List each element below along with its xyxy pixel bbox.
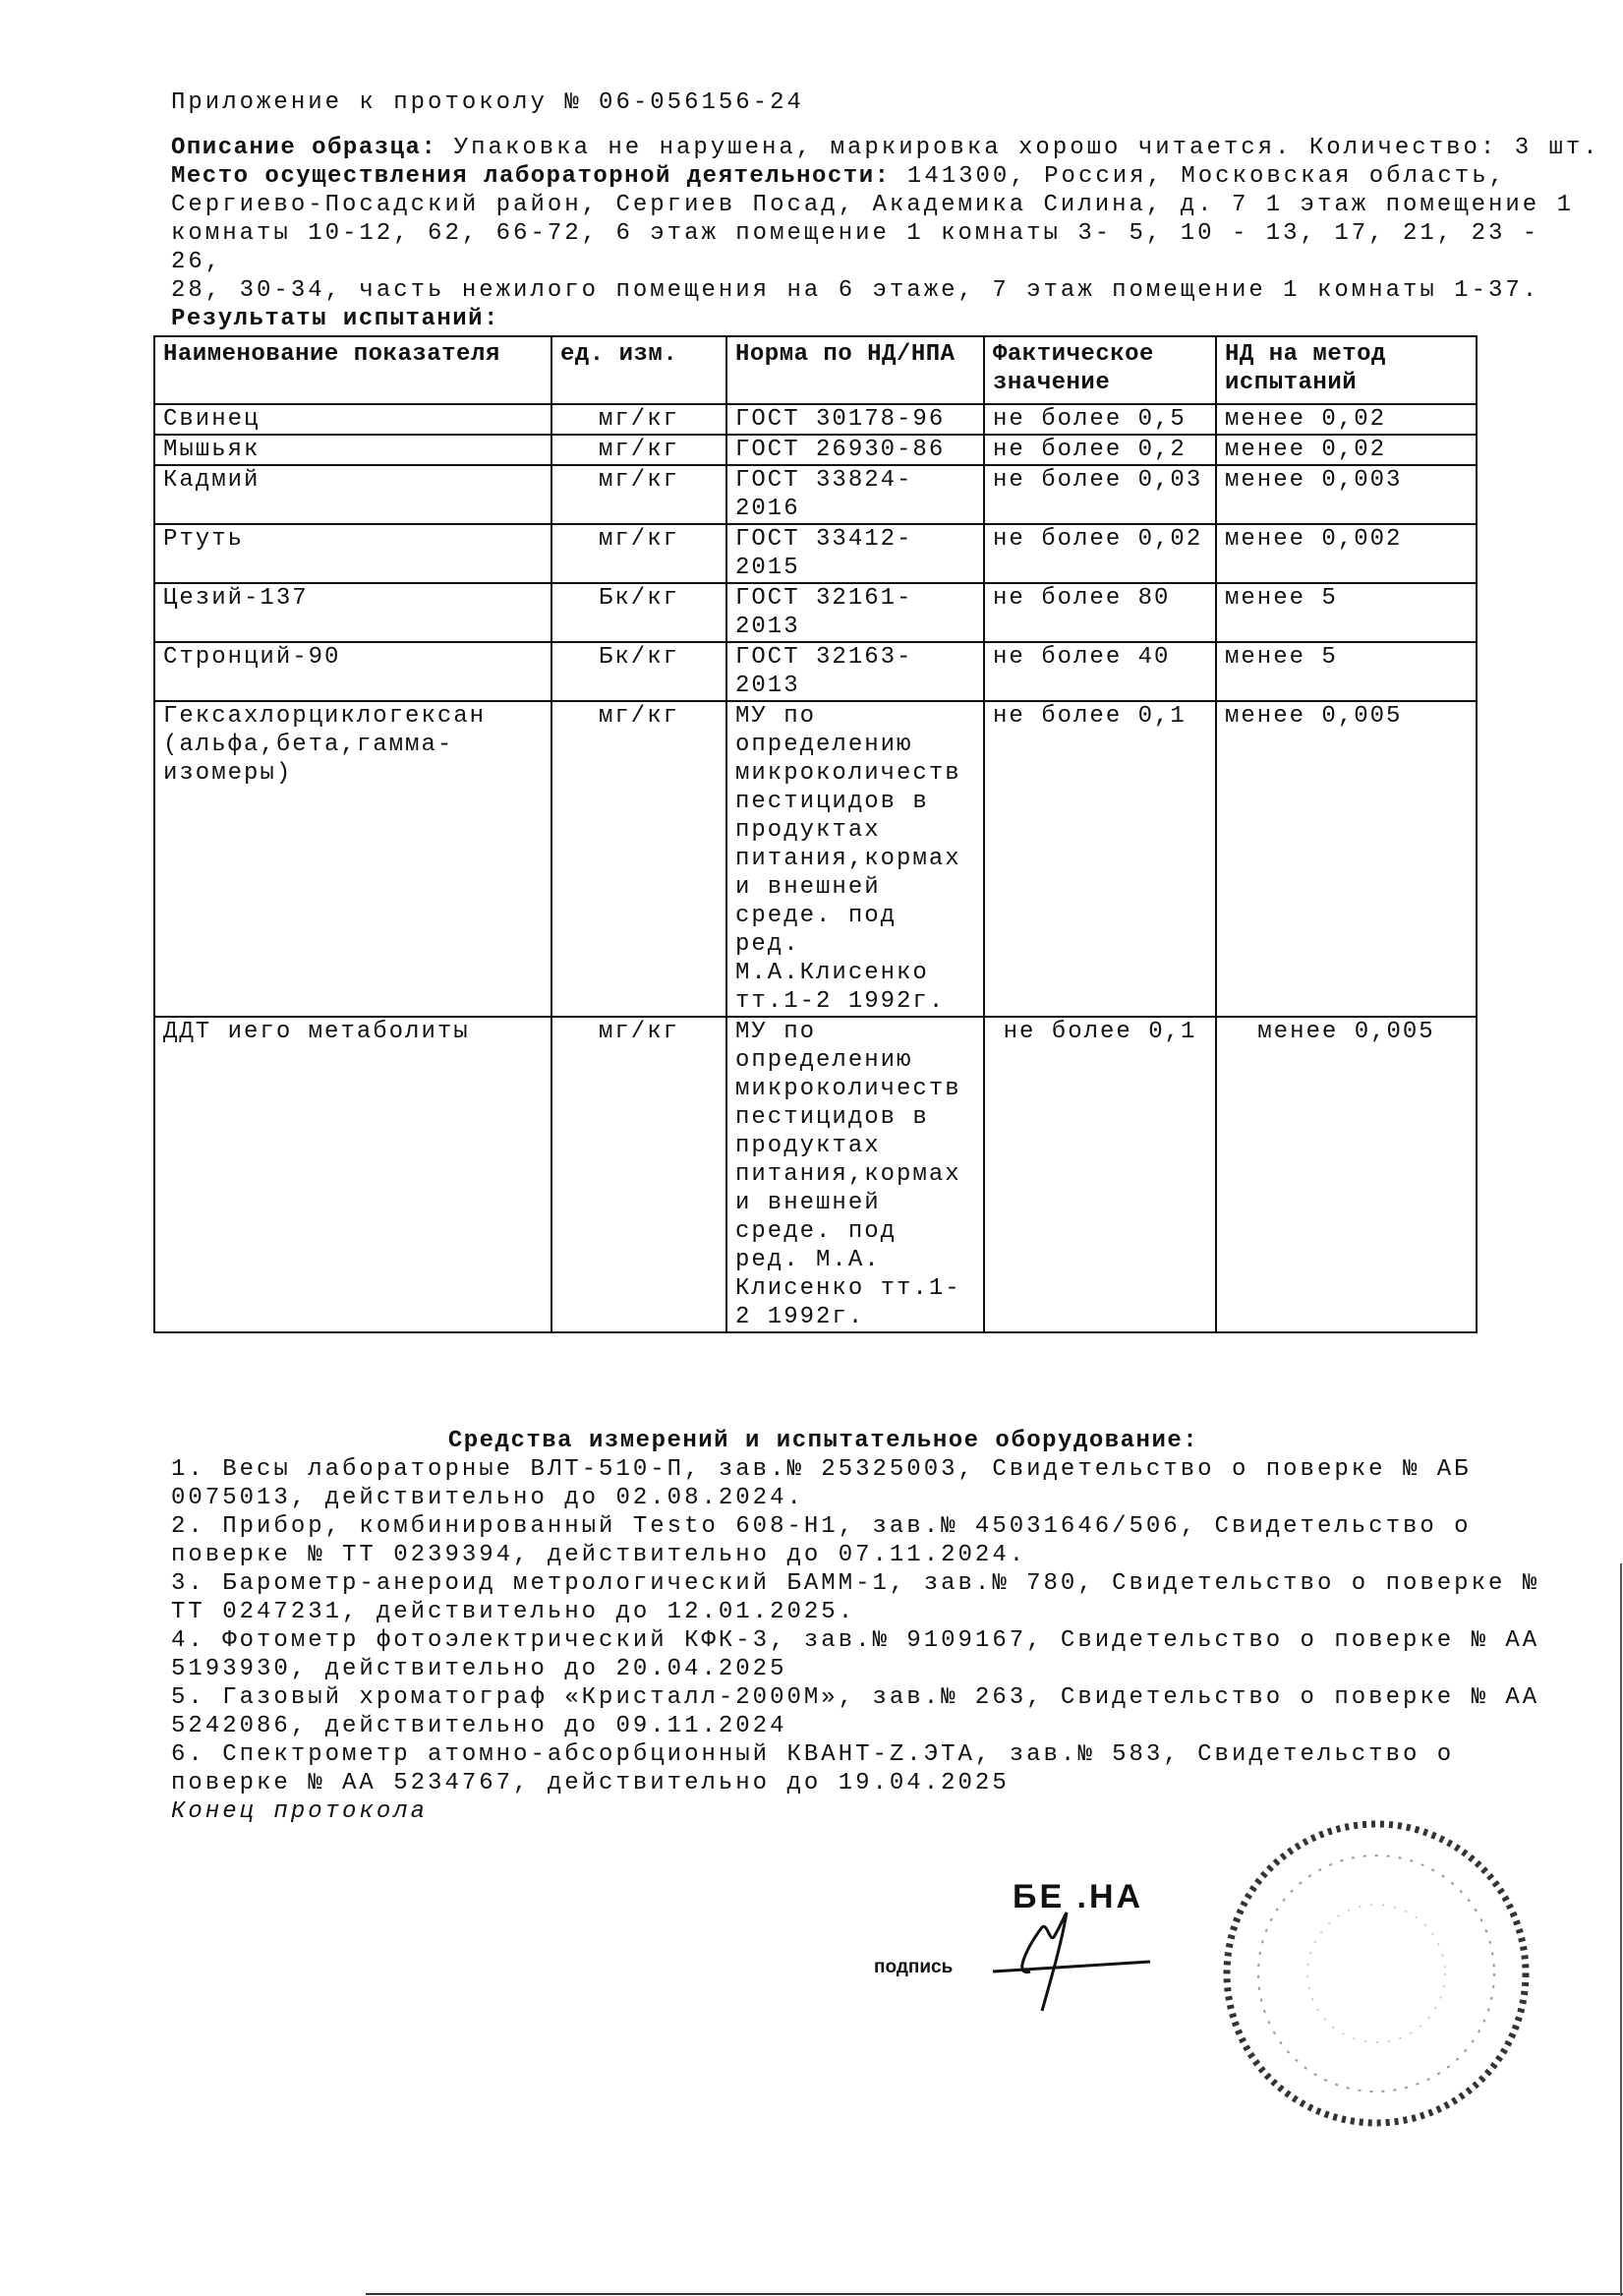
- unit-cell: Бк/кг: [551, 642, 726, 701]
- equipment-item: 1. Весы лабораторные ВЛТ-510-П, зав.№ 25325003, Свидетельство о поверке № АБ 0075013, действительно до 02.08.2024.: [171, 1456, 1472, 1511]
- norm-cell: ГОСТ 32161-2013: [726, 583, 984, 642]
- unit-cell: мг/кг: [551, 1017, 726, 1332]
- table-header-row: [154, 336, 1477, 404]
- indicator-cell: Мышьяк: [154, 435, 551, 465]
- description-label: Описание образца:: [171, 135, 437, 161]
- results-table: [153, 335, 1478, 1333]
- document-body: [0, 88, 1623, 1826]
- equipment-item: 3. Барометр-анероид метрологический БАММ-1, зав.№ 780, Свидетельство о поверке № ТТ 0247231, действительно до 12.01.2025.: [171, 1570, 1540, 1625]
- equipment-list: [0, 1455, 1623, 1797]
- indicator-cell: Кадмий: [154, 465, 551, 524]
- actual-cell: не более 0,03: [984, 465, 1216, 524]
- norm-cell: ГОСТ 32163-2013: [726, 642, 984, 701]
- table-row: [154, 1017, 1477, 1332]
- table-row: [154, 465, 1477, 524]
- description-value: Упаковка не нарушена, маркировка хорошо читается. Количество: 3 шт.: [436, 135, 1600, 161]
- seal-stamp: [1217, 1814, 1536, 2134]
- header-indicator: Наименование показателя: [154, 336, 551, 404]
- equipment-item: 4. Фотометр фотоэлектрический КФК-3, зав.№ 9109167, Свидетельство о поверке № АА 5193930, действительно до 20.04.2025: [171, 1627, 1540, 1682]
- method-cell: менее 5: [1216, 583, 1477, 642]
- signature-label: подпись: [874, 1957, 954, 1977]
- equipment-title: Средства измерений и испытательное оборудование:: [447, 1428, 1199, 1454]
- indicator-cell: Свинец: [154, 404, 551, 435]
- actual-cell: не более 0,2: [984, 435, 1216, 465]
- place-label: Место осуществления лабораторной деятельности:: [171, 163, 891, 190]
- norm-cell: МУ по определению микроколичеств пестицидов в продуктах питания,кормах и внешней среде. под ред. М.А. Клисенко тт.1-2 1992г.: [726, 1017, 984, 1332]
- svg-text:БЕ .НА: БЕ .НА: [1013, 1878, 1144, 1915]
- equipment-item: 2. Прибор, комбинированный Testo 608-H1, зав.№ 45031646/506, Свидетельство о поверке № ТТ 0239394, действительно до 07.11.2024.: [171, 1513, 1472, 1568]
- header-norm: Норма по НД/НПА: [726, 336, 984, 404]
- lab-place: [171, 162, 1606, 191]
- end-of-protocol: Конец протокола: [171, 1798, 429, 1825]
- results-label: Результаты испытаний:: [171, 306, 499, 332]
- method-cell: менее 0,005: [1216, 1017, 1477, 1332]
- actual-cell: не более 80: [984, 583, 1216, 642]
- table-row: [154, 583, 1477, 642]
- method-cell: менее 0,02: [1216, 404, 1477, 435]
- header-actual: Фактическое значение: [984, 336, 1216, 404]
- indicator-cell: ДДТ иего метаболиты: [154, 1017, 551, 1332]
- place-line: комнаты 10-12, 62, 66-72, 6 этаж помещение 1 комнаты 3- 5, 10 - 13, 17, 21, 23 - 26,: [171, 220, 1540, 275]
- actual-cell: не более 0,5: [984, 404, 1216, 435]
- method-cell: менее 0,02: [1216, 435, 1477, 465]
- unit-cell: мг/кг: [551, 701, 726, 1017]
- bottom-rule: [366, 2293, 1623, 2295]
- norm-cell: ГОСТ 33412-2015: [726, 524, 984, 583]
- unit-cell: Бк/кг: [551, 583, 726, 642]
- place-line: 28, 30-34, часть нежилого помещения на 6 этаже, 7 этаж помещение 1 комнаты 1-37.: [171, 277, 1540, 304]
- method-cell: менее 0,002: [1216, 524, 1477, 583]
- results-heading: [171, 305, 1606, 333]
- table-row: [154, 642, 1477, 701]
- indicator-cell: Гексахлорциклогексан (альфа,бета,гамма-изомеры): [154, 701, 551, 1017]
- table-row: [154, 701, 1477, 1017]
- table-row: [154, 404, 1477, 435]
- sample-description: [171, 134, 1606, 162]
- actual-cell: не более 40: [984, 642, 1216, 701]
- equipment-item: 5. Газовый хроматограф «Кристалл-2000М», зав.№ 263, Свидетельство о поверке № АА 5242086, действительно до 09.11.2024: [171, 1684, 1540, 1739]
- place-line: 141300, Россия, Московская область,: [890, 163, 1506, 190]
- unit-cell: мг/кг: [551, 435, 726, 465]
- indicator-cell: Цезий-137: [154, 583, 551, 642]
- method-cell: менее 5: [1216, 642, 1477, 701]
- method-cell: менее 0,005: [1216, 701, 1477, 1017]
- table-row: [154, 524, 1477, 583]
- norm-cell: МУ по определению микроколичеств пестицидов в продуктах питания,кормах и внешней среде. под ред. М.А.Клисенко тт.1-2 1992г.: [726, 701, 984, 1017]
- equipment-item: 6. Спектрометр атомно-абсорбционный КВАНТ-Z.ЭТА, зав.№ 583, Свидетельство о поверке № АА 5234767, действительно до 19.04.2025: [171, 1741, 1455, 1796]
- table-row: [154, 435, 1477, 465]
- actual-cell: не более 0,02: [984, 524, 1216, 583]
- actual-cell: не более 0,1: [984, 701, 1216, 1017]
- norm-cell: ГОСТ 26930-86: [726, 435, 984, 465]
- method-cell: менее 0,003: [1216, 465, 1477, 524]
- header-unit: ед. изм.: [551, 336, 726, 404]
- unit-cell: мг/кг: [551, 404, 726, 435]
- place-line: Сергиево-Посадский район, Сергиев Посад, Академика Силина, д. 7 1 этаж помещение 1: [171, 192, 1574, 218]
- appendix-title: Приложение к протоколу № 06-056156-24: [171, 89, 804, 116]
- norm-cell: ГОСТ 30178-96: [726, 404, 984, 435]
- norm-cell: ГОСТ 33824-2016: [726, 465, 984, 524]
- unit-cell: мг/кг: [551, 465, 726, 524]
- right-edge-rule: [1620, 1563, 1622, 2296]
- equipment-heading: [0, 1427, 1623, 1455]
- indicator-cell: Стронций-90: [154, 642, 551, 701]
- indicator-cell: Ртуть: [154, 524, 551, 583]
- unit-cell: мг/кг: [551, 524, 726, 583]
- actual-cell: не более 0,1: [984, 1017, 1216, 1332]
- header-method: НД на метод испытаний: [1216, 336, 1477, 404]
- signature-image: [944, 1849, 1170, 2026]
